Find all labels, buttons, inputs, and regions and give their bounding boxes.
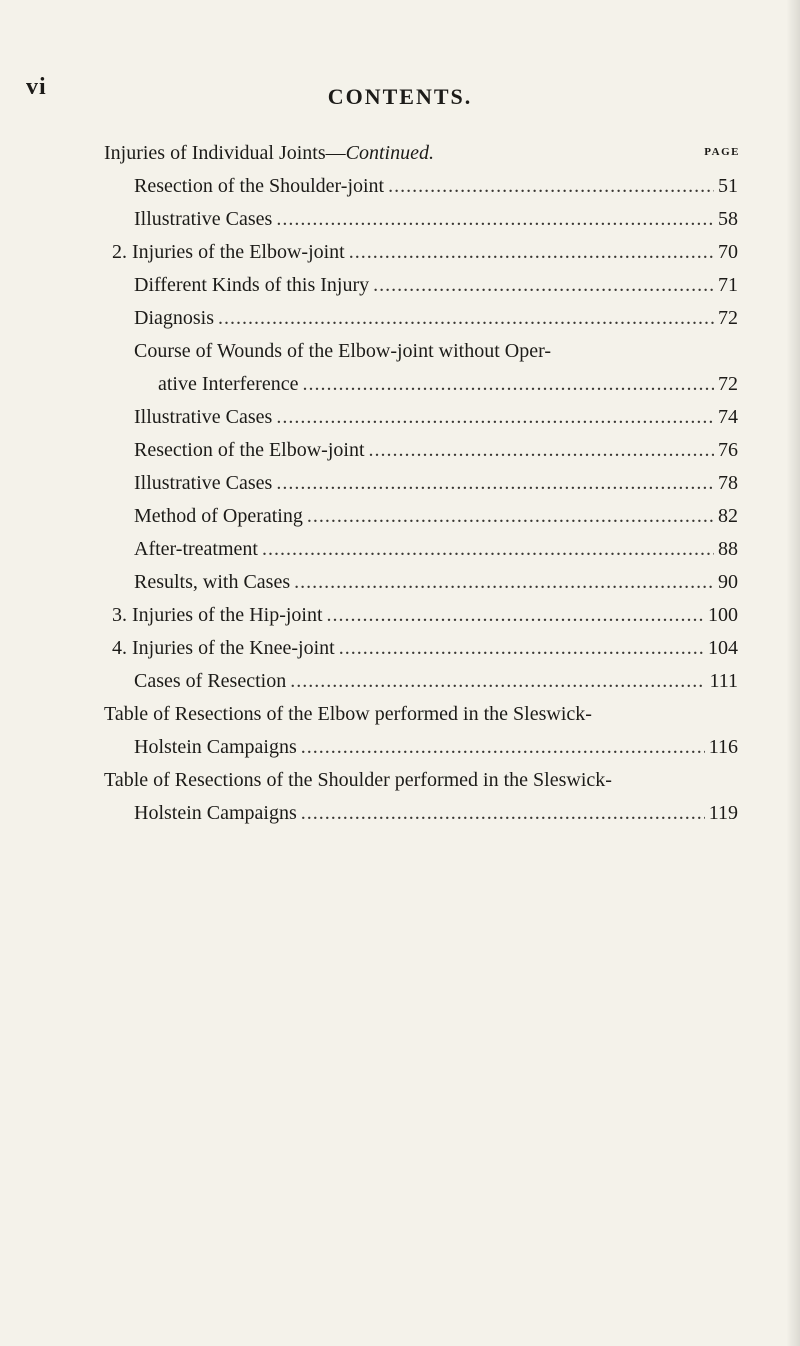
toc-entry (134, 800, 738, 826)
toc-entry-page: 116 (708, 736, 738, 758)
toc-entry (112, 602, 738, 628)
dot-leader (388, 173, 714, 199)
toc-entry-first-line: Course of Wounds of the Elbow-joint without Oper- (134, 340, 552, 362)
dot-leader (294, 569, 714, 595)
dot-leader (301, 734, 705, 760)
toc-entry (134, 734, 738, 760)
section-continued: Continued. (345, 142, 434, 164)
toc-entry-page: 88 (718, 538, 738, 560)
toc-entry (134, 173, 738, 199)
toc-entry-page: 72 (718, 307, 738, 329)
dot-leader (218, 305, 714, 331)
toc-entry-label: Method of Operating (134, 505, 303, 527)
dot-leader (302, 371, 714, 397)
dot-leader (276, 470, 714, 496)
dot-leader (290, 668, 705, 694)
toc-entry-page: 51 (718, 175, 738, 197)
toc-entry (134, 668, 738, 694)
page-folio: vi (26, 74, 47, 100)
section-title-text: Injuries of Individual Joints— (104, 142, 346, 164)
toc-entry-label: Holstein Campaigns (134, 802, 297, 824)
dot-leader (276, 206, 714, 232)
toc-entry-page: 76 (718, 439, 738, 461)
toc-entry-page: 90 (718, 571, 738, 593)
toc-entry-page: 78 (718, 472, 738, 494)
toc-entry-label: 4. Injuries of the Knee-joint (112, 637, 335, 659)
toc-entry-first-line: Table of Resections of the Shoulder performed in the Sleswick- (104, 769, 612, 791)
toc-entry-page: 71 (718, 274, 738, 296)
toc-entry-page: 111 (709, 670, 738, 692)
toc-entry-label: ative Interference (158, 373, 299, 395)
toc-entry-label: Illustrative Cases (134, 208, 273, 230)
toc-entry (112, 239, 738, 265)
toc-entry-page: 119 (708, 802, 738, 824)
toc-entry-page: 82 (718, 505, 738, 527)
toc-entry (134, 536, 738, 562)
toc-entry (134, 206, 738, 232)
section-title (104, 140, 434, 166)
dot-leader (369, 437, 714, 463)
toc-entry-label: Resection of the Elbow-joint (134, 439, 365, 461)
toc-entry-page: 100 (708, 604, 738, 626)
toc-entry-label: After-treatment (134, 538, 258, 560)
toc-entry-label: Illustrative Cases (134, 406, 273, 428)
toc-entry-label: Results, with Cases (134, 571, 291, 593)
toc-entry-label: Diagnosis (134, 307, 214, 329)
toc-entry-label: Holstein Campaigns (134, 736, 297, 758)
page-column-label: PAGE (704, 146, 740, 158)
dot-leader (307, 503, 714, 529)
toc-entry-page: 70 (718, 241, 738, 263)
toc-entry (134, 503, 738, 529)
toc-entry (134, 272, 738, 298)
dot-leader (301, 800, 705, 826)
running-head: CONTENTS. (327, 84, 473, 109)
dot-leader (373, 272, 714, 298)
toc-entry (134, 437, 738, 463)
toc-entry (112, 635, 738, 661)
toc-entry-label: Cases of Resection (134, 670, 287, 692)
toc-entry-label: 3. Injuries of the Hip-joint (112, 604, 323, 626)
toc-entry-page: 58 (718, 208, 738, 230)
toc-entry-page: 104 (708, 637, 738, 659)
toc-entry-label: Different Kinds of this Injury (134, 274, 370, 296)
toc-entry (134, 404, 738, 430)
toc-entry (134, 470, 738, 496)
dot-leader (339, 635, 704, 661)
toc-entry (134, 305, 738, 331)
dot-leader (276, 404, 714, 430)
toc-entry-first-line: Table of Resections of the Elbow performed in the Sleswick- (104, 703, 592, 725)
toc-entry-label: 2. Injuries of the Elbow-joint (112, 241, 345, 263)
dot-leader (327, 602, 704, 628)
page-edge-shadow (786, 0, 800, 1346)
toc-entry-page: 72 (718, 373, 738, 395)
toc-entry-page: 74 (718, 406, 738, 428)
dot-leader (262, 536, 714, 562)
toc-entry (158, 371, 738, 397)
toc-entry-label: Resection of the Shoulder-joint (134, 175, 385, 197)
toc-entry-label: Illustrative Cases (134, 472, 273, 494)
dot-leader (349, 239, 714, 265)
toc-entry (134, 569, 738, 595)
